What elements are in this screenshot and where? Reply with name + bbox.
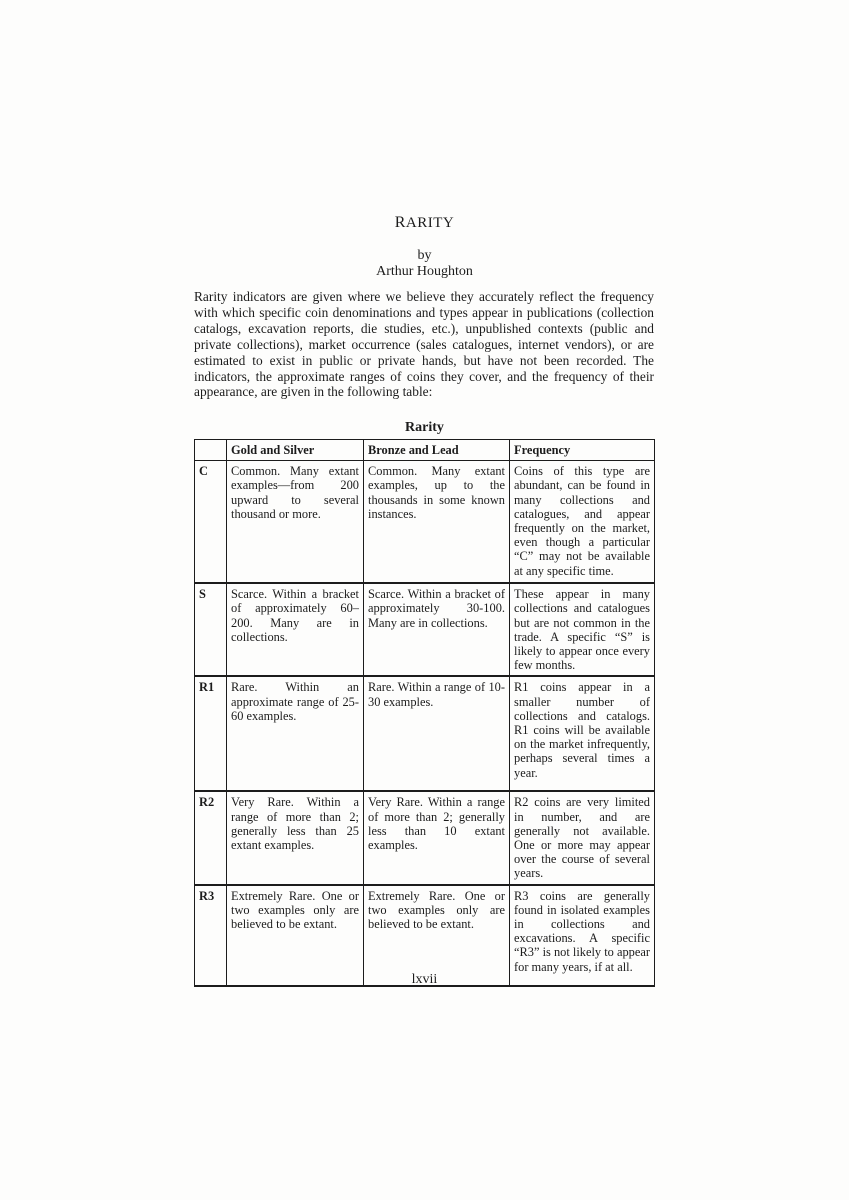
rarity-code: R2 bbox=[195, 791, 227, 884]
page-number: lxvii bbox=[411, 972, 438, 987]
bronze-lead-cell: Very Rare. Within a range of more than 2; generally less than 10 extant examples. bbox=[364, 791, 510, 884]
gold-silver-cell: Rare. Within an approximate range of 25-60 examples. bbox=[227, 676, 364, 791]
frequency-cell: R2 coins are very limited in number, and are generally not available. One or more may appear over the course of several years. bbox=[510, 791, 655, 884]
gold-silver-cell: Common. Many extant examples—from 200 upward to several thousand or more. bbox=[227, 461, 364, 584]
bronze-lead-cell: Extremely Rare. One or two examples only are believed to be extant. bbox=[364, 885, 510, 986]
byline-by: by bbox=[417, 248, 432, 263]
table-caption: Rarity bbox=[405, 420, 444, 435]
gold-silver-cell: Very Rare. Within a range of more than 2; generally less than 25 extant examples. bbox=[227, 791, 364, 884]
bronze-lead-cell: Common. Many extant examples, up to the thousands in some known instances. bbox=[364, 461, 510, 584]
section-title-initial: R bbox=[394, 214, 406, 231]
table-row bbox=[195, 885, 655, 986]
header-frequency: Frequency bbox=[510, 440, 655, 461]
rarity-code: S bbox=[195, 583, 227, 676]
frequency-cell: Coins of this type are abundant, can be found in many collections and catalogues, and appear frequently on the market, even though a particular “C” may not be available at any specific time. bbox=[510, 461, 655, 584]
rarity-code: R1 bbox=[195, 676, 227, 791]
frequency-cell: These appear in many collections and catalogues but are not common in the trade. A specific “S” is likely to appear once every few months. bbox=[510, 583, 655, 676]
intro-paragraph: Rarity indicators are given where we believe they accurately reflect the frequency with which specific coin denominations and types appear in publications (collection catalogs, excavation reports, die studies, etc.), unpublished contexts (public and private collections), market occurrence (sales catalogues, internet vendors), or are estimated to exist in public or private hands, but have not been recorded. The indicators, the approximate ranges of coins they cover, and the frequency of their appearance, are given in the following table: bbox=[194, 289, 654, 400]
rarity-table bbox=[194, 439, 655, 987]
header-bronze-lead: Bronze and Lead bbox=[364, 440, 510, 461]
rarity-code: R3 bbox=[195, 885, 227, 986]
bronze-lead-cell: Scarce. Within a bracket of approximately 30-100. Many are in collections. bbox=[364, 583, 510, 676]
table-row bbox=[195, 791, 655, 884]
frequency-cell: R1 coins appear in a smaller number of collections and catalogs. R1 coins will be available on the market infrequently, perhaps several times a year. bbox=[510, 676, 655, 791]
table-row bbox=[195, 676, 655, 791]
author-name: Arthur Houghton bbox=[376, 264, 473, 279]
rarity-code: C bbox=[195, 461, 227, 584]
section-title bbox=[0, 214, 849, 232]
bronze-lead-cell: Rare. Within a range of 10-30 examples. bbox=[364, 676, 510, 791]
table-row bbox=[195, 461, 655, 584]
table-row bbox=[195, 583, 655, 676]
header-code bbox=[195, 440, 227, 461]
header-gold-silver: Gold and Silver bbox=[227, 440, 364, 461]
frequency-cell: R3 coins are generally found in isolated examples in collections and excavations. A specific “R3” is not likely to appear for many years, if at all. bbox=[510, 885, 655, 986]
table-header-row bbox=[195, 440, 655, 461]
gold-silver-cell: Extremely Rare. One or two examples only are believed to be extant. bbox=[227, 885, 364, 986]
section-title-rest: ARITY bbox=[405, 215, 455, 231]
gold-silver-cell: Scarce. Within a bracket of approximately 60–200. Many are in collections. bbox=[227, 583, 364, 676]
